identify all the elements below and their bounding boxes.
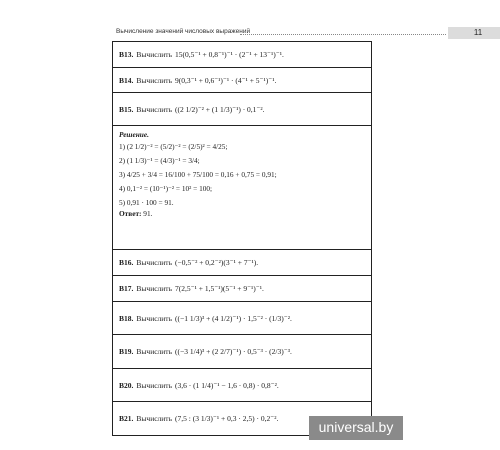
task-expression: 9(0,3⁻¹ + 0,6⁻¹)⁻¹ · (4⁻¹ + 5⁻¹)⁻¹.: [175, 75, 277, 85]
task-number: B17.: [119, 284, 134, 293]
solution-step: 4) 0,1⁻² = (10⁻¹)⁻² = 10² = 100;: [119, 184, 213, 193]
task-label: Вычислить: [136, 50, 173, 59]
answer-value: 91.: [143, 209, 153, 218]
task-label: Вычислить: [136, 313, 173, 323]
task-number: B15.: [119, 104, 134, 114]
solution-step: 2) (1 1/3)⁻¹ = (4/3)⁻¹ = 3/4;: [119, 156, 200, 165]
task-number: B20.: [119, 380, 134, 390]
solution-step: 5) 0,91 · 100 = 91.: [119, 198, 174, 207]
watermark-badge: [309, 416, 403, 440]
task-label: Вычислить: [136, 258, 173, 267]
header-title: Вычисление значений числовых выражений: [116, 28, 251, 35]
header-dotted-leader: [240, 34, 446, 35]
task-label: Вычислить: [136, 414, 173, 423]
task-b19: [113, 335, 371, 369]
watermark-text: universal.by: [318, 419, 394, 435]
solution-b15: [113, 126, 371, 250]
task-expression: ((−1 1/3)³ + (4 1/2)⁻¹) · 1,5⁻² · (1/3)⁻².: [175, 313, 292, 323]
task-b18: [113, 302, 371, 335]
solution-heading: Решение.: [119, 130, 149, 139]
task-list: [112, 41, 372, 436]
task-b13: [113, 42, 371, 68]
task-expression: 15(0,5⁻¹ + 0,8⁻¹)⁻¹ · (2⁻¹ + 13⁻¹)⁻¹.: [175, 50, 284, 59]
task-b20: [113, 369, 371, 402]
task-number: B16.: [119, 258, 134, 267]
task-label: Вычислить: [136, 284, 173, 293]
task-label: Вычислить: [136, 104, 173, 114]
task-label: Вычислить: [136, 75, 173, 85]
task-expression: ((−3 1/4)³ + (2 2/7)⁻¹) · 0,5⁻³ · (2/3)⁻³.: [175, 347, 292, 356]
task-b15: [113, 93, 371, 126]
solution-answer: [119, 209, 365, 219]
task-expression: (3,6 · (1 1/4)⁻¹ − 1,6 · 0,8) · 0,8⁻².: [175, 380, 279, 390]
answer-label: Ответ:: [119, 209, 142, 218]
task-number: B13.: [119, 50, 134, 59]
page-number: 11: [448, 27, 500, 39]
solution-step: 1) (2 1/2)⁻² = (5/2)⁻² = (2/5)² = 4/25;: [119, 142, 228, 151]
task-number: B21.: [119, 414, 134, 423]
running-header: [112, 27, 483, 39]
task-number: B14.: [119, 75, 134, 85]
task-label: Вычислить: [136, 380, 173, 390]
task-number: B18.: [119, 313, 134, 323]
task-expression: ((2 1/2)⁻² + (1 1/3)⁻¹) · 0,1⁻².: [175, 104, 265, 114]
task-b14: [113, 68, 371, 93]
task-label: Вычислить: [136, 347, 173, 356]
task-b17: [113, 276, 371, 302]
solution-step: 3) 4/25 + 3/4 = 16/100 + 75/100 = 0,16 + 0,75 = 0,91;: [119, 170, 277, 179]
task-expression: (7,5 : (3 1/3)⁻¹ + 0,3 · 2,5) · 0,2⁻².: [175, 414, 279, 423]
task-expression: (−0,5⁻² + 0,2⁻²)(3⁻¹ + 7⁻¹).: [175, 258, 259, 267]
task-b16: [113, 250, 371, 276]
task-expression: 7(2,5⁻¹ + 1,5⁻¹)(5⁻¹ + 9⁻¹)⁻¹.: [175, 284, 264, 293]
task-number: B19.: [119, 347, 134, 356]
